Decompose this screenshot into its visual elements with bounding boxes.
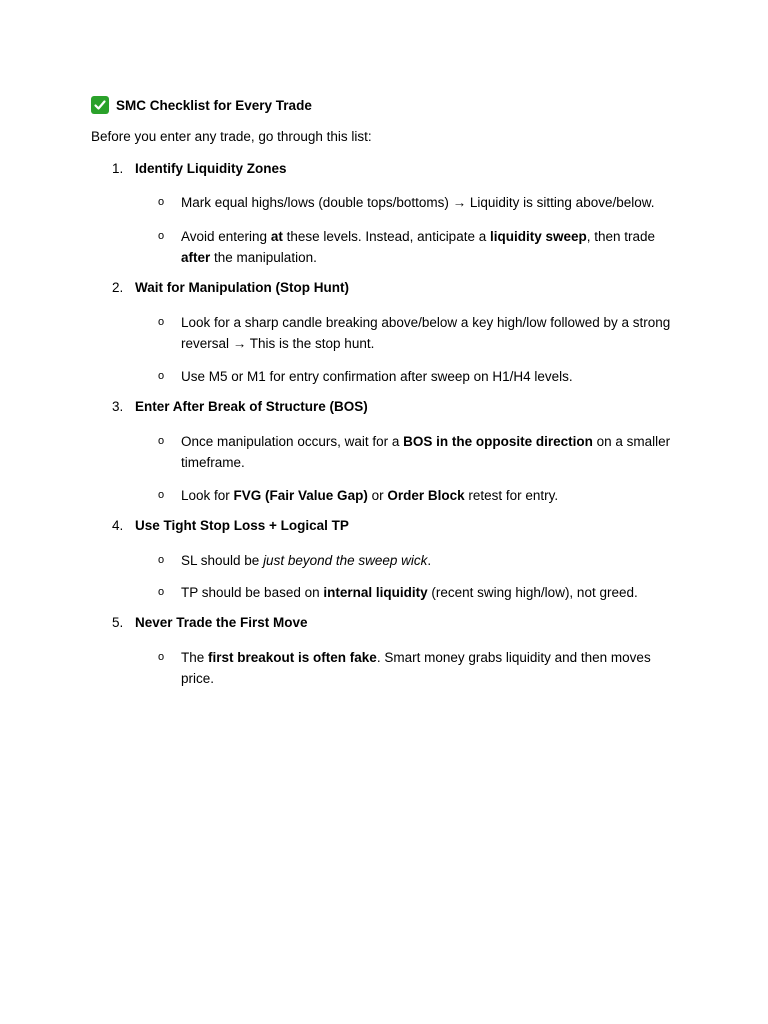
detail-text: the manipulation. (210, 250, 317, 265)
detail-italic: just beyond the sweep wick (263, 553, 428, 568)
step-detail (181, 550, 686, 571)
bullet-marker: o (158, 196, 165, 208)
detail-text: on a smaller timeframe. (181, 434, 671, 470)
step-detail (181, 647, 686, 689)
step-title: Identify Liquidity Zones (135, 161, 287, 176)
bullet-marker: o (158, 370, 165, 382)
bullet-marker: o (158, 489, 165, 501)
step-detail (181, 366, 686, 387)
step-number: 2. (112, 280, 124, 295)
detail-text: TP should be based on (181, 585, 324, 600)
detail-text: or (367, 488, 388, 503)
checklist-heading (91, 95, 312, 115)
detail-text: Once manipulation occurs, wait for a (181, 434, 404, 449)
detail-text: , then trade (586, 229, 656, 244)
bullet-marker: o (158, 230, 165, 242)
detail-emphasis: Order Block (387, 488, 465, 503)
bullet-marker: o (158, 651, 165, 663)
detail-text: (recent swing high/low), not greed. (427, 585, 638, 600)
detail-emphasis: first breakout is often fake (208, 650, 377, 665)
step-number: 1. (112, 161, 124, 176)
detail-emphasis: FVG (Fair Value Gap) (233, 488, 368, 503)
detail-emphasis: at (270, 229, 283, 244)
detail-emphasis: BOS in the opposite direction (403, 434, 593, 449)
step-detail (181, 485, 686, 506)
detail-text: The (181, 650, 209, 665)
detail-text: SL should be (181, 553, 264, 568)
step-title: Wait for Manipulation (Stop Hunt) (135, 280, 349, 295)
bullet-marker: o (158, 586, 165, 598)
detail-text: . (427, 553, 432, 568)
detail-emphasis: liquidity sweep (489, 229, 587, 244)
step-number: 5. (112, 615, 124, 630)
step-title: Use Tight Stop Loss + Logical TP (135, 518, 349, 533)
step-number: 3. (112, 399, 124, 414)
detail-emphasis: after (181, 250, 211, 265)
heading-text: SMC Checklist for Every Trade (116, 97, 312, 113)
detail-text: Look for a sharp candle breaking above/below a key high/low followed by a strong reversal → This is the stop hunt. (181, 315, 671, 351)
detail-text: Use M5 or M1 for entry confirmation after sweep on H1/H4 levels. (181, 369, 573, 384)
detail-text: Mark equal highs/lows (double tops/bottoms) → Liquidity is sitting above/below. (181, 195, 655, 210)
check-mark-icon (91, 96, 109, 114)
step-title: Never Trade the First Move (135, 615, 308, 630)
bullet-marker: o (158, 554, 165, 566)
detail-text: Avoid entering (181, 229, 271, 244)
detail-text: retest for entry. (464, 488, 559, 503)
step-detail (181, 192, 686, 213)
step-detail (181, 431, 686, 473)
step-detail (181, 312, 686, 354)
step-number: 4. (112, 518, 124, 533)
step-detail (181, 582, 686, 603)
detail-text: these levels. Instead, anticipate a (282, 229, 490, 244)
bullet-marker: o (158, 435, 165, 447)
detail-text: . Smart money grabs liquidity and then moves price. (181, 650, 651, 686)
intro-text: Before you enter any trade, go through this list: (91, 129, 372, 144)
step-title: Enter After Break of Structure (BOS) (135, 399, 368, 414)
detail-emphasis: internal liquidity (323, 585, 428, 600)
bullet-marker: o (158, 316, 165, 328)
step-detail (181, 226, 686, 268)
detail-text: Look for (181, 488, 234, 503)
